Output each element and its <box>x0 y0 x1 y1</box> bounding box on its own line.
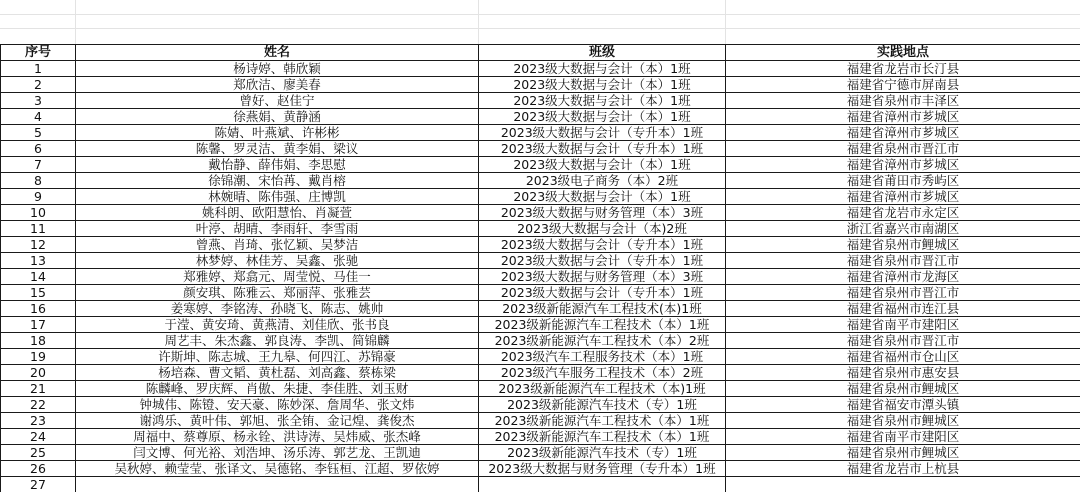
cell-no[interactable]: 14 <box>1 269 76 285</box>
cell-class[interactable]: 2023级大数据与会计（专升本）1班 <box>479 237 726 253</box>
table-row <box>1 397 1080 413</box>
cell-class[interactable]: 2023级新能源汽车工程技术（本）1班 <box>479 429 726 445</box>
cell-no[interactable]: 11 <box>1 221 76 237</box>
cell-no[interactable]: 5 <box>1 125 76 141</box>
cell-class[interactable]: 2023级大数据与会计（本）1班 <box>479 61 726 77</box>
cell-class[interactable]: 2023级新能源汽车工程技术(本)1班 <box>479 301 726 317</box>
cell-no[interactable]: 2 <box>1 77 76 93</box>
cell-location[interactable]: 福建省泉州市晋江市 <box>726 333 1080 349</box>
cell-class[interactable]: 2023级大数据与财务管理（本）3班 <box>479 205 726 221</box>
cell-location[interactable]: 福建省泉州市晋江市 <box>726 141 1080 157</box>
cell-class[interactable]: 2023级大数据与财务管理（专升本）1班 <box>479 461 726 477</box>
cell-no[interactable]: 15 <box>1 285 76 301</box>
table-row <box>1 269 1080 285</box>
cell-no[interactable]: 4 <box>1 109 76 125</box>
table-row <box>1 221 1080 237</box>
table-row <box>1 429 1080 445</box>
cell-name[interactable]: 姜寒婷、李铭涛、孙晓飞、陈志、姚帅 <box>76 301 479 317</box>
cell-empty[interactable] <box>76 477 479 493</box>
cell-name[interactable]: 陈婧、叶燕斌、许彬彬 <box>76 125 479 141</box>
cell-no[interactable]: 27 <box>1 477 76 493</box>
header-row <box>1 45 1080 61</box>
cell-location[interactable]: 福建省泉州市鲤城区 <box>726 237 1080 253</box>
table-row <box>1 253 1080 269</box>
cell-location[interactable]: 福建省泉州市鲤城区 <box>726 445 1080 461</box>
table-row <box>1 381 1080 397</box>
cell-no[interactable]: 12 <box>1 237 76 253</box>
cell-class[interactable]: 2023级新能源汽车工程技术（本）2班 <box>479 333 726 349</box>
table-row <box>1 301 1080 317</box>
cell-name[interactable]: 曾燕、肖琦、张忆颖、吴梦洁 <box>76 237 479 253</box>
cell-name[interactable]: 杨培森、曹文韬、黄杜磊、刘高鑫、蔡栋梁 <box>76 365 479 381</box>
cell-name[interactable]: 周艺丰、朱杰鑫、郭良涛、李凯、简锦麟 <box>76 333 479 349</box>
cell-name[interactable]: 姚科朗、欧阳慧怡、肖凝萱 <box>76 205 479 221</box>
table-row <box>1 77 1080 93</box>
header-class[interactable]: 班级 <box>479 45 726 61</box>
table-row <box>1 349 1080 365</box>
cell-name[interactable]: 徐锦潮、宋怡苒、戴肖榕 <box>76 173 479 189</box>
cell-no[interactable]: 18 <box>1 333 76 349</box>
cell-location[interactable]: 福建省龙岩市长汀县 <box>726 61 1080 77</box>
header-name[interactable]: 姓名 <box>76 45 479 61</box>
cell-no[interactable]: 6 <box>1 141 76 157</box>
cell-location[interactable]: 福建省宁德市屏南县 <box>726 77 1080 93</box>
table-row <box>1 93 1080 109</box>
table-row <box>1 125 1080 141</box>
cell-class[interactable]: 2023级大数据与会计（本）1班 <box>479 109 726 125</box>
table-row-empty <box>1 477 1080 493</box>
cell-no[interactable]: 9 <box>1 189 76 205</box>
table-row <box>1 317 1080 333</box>
gridline <box>478 0 479 44</box>
cell-class[interactable]: 2023级大数据与会计（专升本）1班 <box>479 141 726 157</box>
cell-name[interactable]: 谢鸿乐、黄叶伟、郭旭、张全铕、金记煌、龚俊杰 <box>76 413 479 429</box>
cell-location[interactable]: 福建省南平市建阳区 <box>726 317 1080 333</box>
cell-name[interactable]: 戴怡静、薛伟娟、李思慰 <box>76 157 479 173</box>
spreadsheet-table <box>0 44 1080 492</box>
cell-location[interactable]: 福建省泉州市鲤城区 <box>726 381 1080 397</box>
cell-class[interactable]: 2023级大数据与会计（本）1班 <box>479 77 726 93</box>
cell-no[interactable]: 21 <box>1 381 76 397</box>
cell-name[interactable]: 林婉晴、陈伟强、庄博凯 <box>76 189 479 205</box>
cell-name[interactable]: 曾好、赵佳宁 <box>76 93 479 109</box>
cell-name[interactable]: 陈馨、罗灵洁、黄李娟、梁议 <box>76 141 479 157</box>
cell-name[interactable]: 于滢、黄安琦、黄燕清、刘佳欣、张书良 <box>76 317 479 333</box>
cell-name[interactable]: 许斯坤、陈志城、王九皋、何四江、苏锦豪 <box>76 349 479 365</box>
cell-location[interactable]: 福建省南平市建阳区 <box>726 429 1080 445</box>
header-no[interactable]: 序号 <box>1 45 76 61</box>
cell-class[interactable]: 2023级大数据与财务管理（本）3班 <box>479 269 726 285</box>
cell-location[interactable]: 福建省泉州市惠安县 <box>726 365 1080 381</box>
cell-location[interactable]: 福建省泉州市丰泽区 <box>726 93 1080 109</box>
table-row <box>1 333 1080 349</box>
table-row <box>1 205 1080 221</box>
cell-location[interactable]: 福建省漳州市芗城区 <box>726 157 1080 173</box>
cell-class[interactable]: 2023级新能源汽车技术（专）1班 <box>479 397 726 413</box>
cell-location[interactable]: 福建省漳州市芗城区 <box>726 109 1080 125</box>
gridline <box>0 28 1080 29</box>
header-location[interactable]: 实践地点 <box>726 45 1080 61</box>
cell-location[interactable]: 福建省泉州市晋江市 <box>726 253 1080 269</box>
cell-name[interactable]: 颜安琪、陈雅云、郑丽萍、张雅芸 <box>76 285 479 301</box>
cell-class[interactable]: 2023级新能源汽车工程技术（本）1班 <box>479 317 726 333</box>
cell-class[interactable]: 2023级电子商务（本）2班 <box>479 173 726 189</box>
cell-no[interactable]: 22 <box>1 397 76 413</box>
cell-location[interactable]: 福建省泉州市晋江市 <box>726 285 1080 301</box>
cell-location[interactable]: 福建省龙岩市永定区 <box>726 205 1080 221</box>
table-row <box>1 173 1080 189</box>
cell-no[interactable]: 3 <box>1 93 76 109</box>
cell-no[interactable]: 19 <box>1 349 76 365</box>
cell-class[interactable]: 2023级汽车服务工程技术（本）2班 <box>479 365 726 381</box>
cell-location[interactable]: 福建省漳州市芗城区 <box>726 189 1080 205</box>
cell-class[interactable]: 2023级大数据与会计（专升本）1班 <box>479 253 726 269</box>
cell-no[interactable]: 16 <box>1 301 76 317</box>
cell-location[interactable]: 福建省漳州市龙海区 <box>726 269 1080 285</box>
cell-class[interactable]: 2023级新能源汽车技术（专）1班 <box>479 445 726 461</box>
cell-class[interactable]: 2023级大数据与会计（本）1班 <box>479 189 726 205</box>
cell-no[interactable]: 23 <box>1 413 76 429</box>
cell-no[interactable]: 24 <box>1 429 76 445</box>
table-row <box>1 61 1080 77</box>
cell-name[interactable]: 陈麟峰、罗庆辉、肖傲、朱捷、李佳胜、刘玉财 <box>76 381 479 397</box>
cell-location[interactable]: 福建省福州市仓山区 <box>726 349 1080 365</box>
cell-no[interactable]: 20 <box>1 365 76 381</box>
table-row <box>1 413 1080 429</box>
cell-class[interactable]: 2023级大数据与会计（专升本）1班 <box>479 285 726 301</box>
cell-class[interactable]: 2023级新能源汽车工程技术（本)1班 <box>479 381 726 397</box>
cell-name[interactable]: 吴秋婷、赖莹莹、张译文、吴德铭、李钰桓、江超、罗依婷 <box>76 461 479 477</box>
table-row <box>1 237 1080 253</box>
table-row <box>1 141 1080 157</box>
cell-class[interactable]: 2023级大数据与会计（本）1班 <box>479 93 726 109</box>
cell-no[interactable]: 7 <box>1 157 76 173</box>
cell-no[interactable]: 26 <box>1 461 76 477</box>
cell-class[interactable]: 2023级大数据与会计（专升本）1班 <box>479 125 726 141</box>
cell-no[interactable]: 17 <box>1 317 76 333</box>
cell-location[interactable]: 福建省莆田市秀屿区 <box>726 173 1080 189</box>
table-row <box>1 461 1080 477</box>
cell-location[interactable]: 福建省泉州市鲤城区 <box>726 413 1080 429</box>
cell-no[interactable]: 25 <box>1 445 76 461</box>
cell-no[interactable]: 1 <box>1 61 76 77</box>
cell-class[interactable]: 2023级新能源汽车工程技术（本）1班 <box>479 413 726 429</box>
cell-empty[interactable] <box>726 477 1080 493</box>
table-row <box>1 189 1080 205</box>
cell-location[interactable]: 福建省龙岩市上杭县 <box>726 461 1080 477</box>
cell-class[interactable]: 2023级大数据与会计（本)2班 <box>479 221 726 237</box>
table-row <box>1 365 1080 381</box>
table-row <box>1 109 1080 125</box>
cell-no[interactable]: 10 <box>1 205 76 221</box>
empty-grid-area <box>0 0 1080 44</box>
cell-name[interactable]: 钟城伟、陈镫、安天豪、陈妙深、詹周华、张文炜 <box>76 397 479 413</box>
cell-name[interactable]: 郑雅婷、郑翕元、周莹悦、马佳一 <box>76 269 479 285</box>
cell-location[interactable]: 福建省漳州市芗城区 <box>726 125 1080 141</box>
gridline <box>75 0 76 44</box>
cell-name[interactable]: 徐燕娟、黄静涵 <box>76 109 479 125</box>
gridline <box>725 0 726 44</box>
cell-name[interactable]: 闫文博、何光裕、刘浩坤、汤乐涛、郭艺龙、王凯迪 <box>76 445 479 461</box>
table-row <box>1 285 1080 301</box>
cell-location[interactable]: 福建省福州市连江县 <box>726 301 1080 317</box>
table-row <box>1 445 1080 461</box>
cell-no[interactable]: 8 <box>1 173 76 189</box>
cell-no[interactable]: 13 <box>1 253 76 269</box>
cell-location[interactable]: 福建省福安市潭头镇 <box>726 397 1080 413</box>
cell-name[interactable]: 杨诗婷、韩欣颖 <box>76 61 479 77</box>
gridline <box>0 14 1080 15</box>
cell-name[interactable]: 郑欣洁、廖美春 <box>76 77 479 93</box>
cell-class[interactable]: 2023级汽车工程服务技术（本）1班 <box>479 349 726 365</box>
cell-class[interactable]: 2023级大数据与会计（本）1班 <box>479 157 726 173</box>
cell-location[interactable]: 浙江省嘉兴市南湖区 <box>726 221 1080 237</box>
cell-name[interactable]: 林梦婷、林佳芳、吴鑫、张驰 <box>76 253 479 269</box>
table-row <box>1 157 1080 173</box>
cell-empty[interactable] <box>479 477 726 493</box>
cell-name[interactable]: 叶渟、胡晴、李雨轩、李雪雨 <box>76 221 479 237</box>
cell-name[interactable]: 周福中、蔡尊原、杨永铨、洪诗涛、吴炜威、张杰峰 <box>76 429 479 445</box>
